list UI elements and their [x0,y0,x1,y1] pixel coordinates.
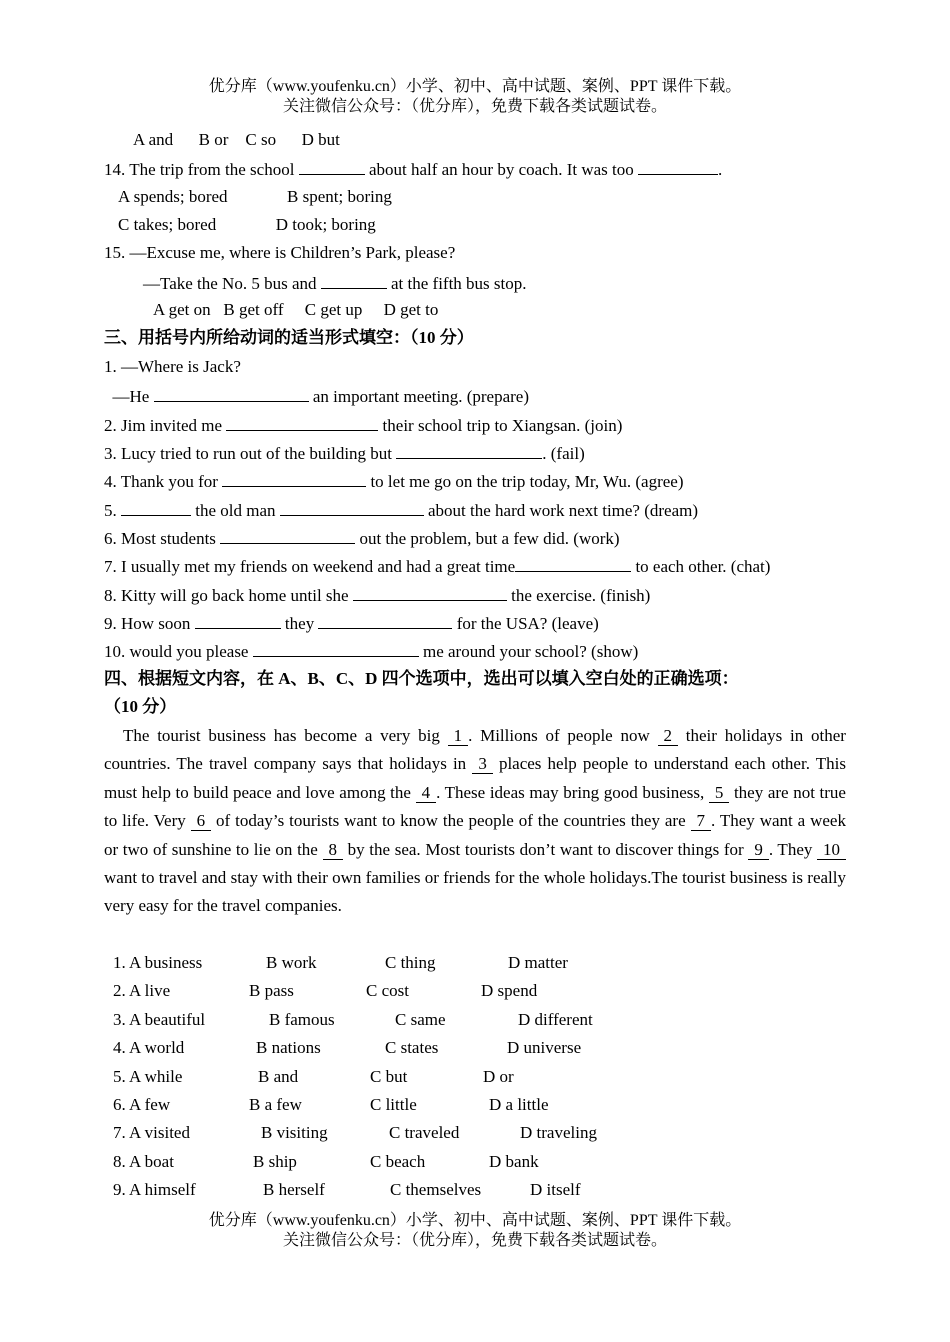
cloze-blank-number[interactable]: 2 [658,727,679,746]
answer-blank[interactable] [222,470,366,487]
cloze-blank-number[interactable]: 7 [691,812,712,831]
s3-text: for the USA? (leave) [452,614,599,633]
s3-text: the exercise. (finish) [506,586,651,605]
passage-text: they are not true to life. Very [104,782,846,831]
cloze-blank-number[interactable]: 4 [416,784,437,803]
page-footer [0,1211,950,1251]
cloze-passage [104,722,846,921]
s3-text: an important meeting. (prepare) [308,387,530,406]
q15-line2-a: —Take the No. 5 bus and [143,274,321,293]
s3-text: 5. [104,501,121,520]
cloze-option[interactable]: 2. A live [113,981,171,1001]
page-header [0,77,950,117]
s3-text: their school trip to Xiangsan. (join) [378,416,623,435]
cloze-option[interactable]: C cost [366,981,409,1001]
s3-text: —He [104,387,154,406]
cloze-blank-number[interactable]: 8 [323,841,344,860]
header-line-1: 优分库（www.youfenku.cn）小学、初中、高中试题、案例、PPT 课件下载。 [208,78,742,95]
answer-blank[interactable] [638,158,718,175]
cloze-option[interactable]: D bank [489,1151,539,1171]
cloze-option[interactable]: B pass [249,981,294,1001]
header-line-2: 关注微信公众号：（优分库），免费下载各类试题试卷。 [282,98,667,115]
passage-text: . Millions of people now [468,726,658,745]
passage-text: The tourist business has become a very big [123,726,448,745]
s3-item [104,470,684,492]
s3-text: 10. would you please [104,642,253,661]
cloze-option[interactable]: 7. A visited [113,1123,190,1143]
answer-blank[interactable] [515,555,631,572]
cloze-option[interactable]: 3. A beautiful [113,1009,206,1029]
passage-text: by the sea. Most tourists don’t want to discover things for [343,839,749,859]
s3-item [104,612,599,634]
q14-options-row2: C takes; bored D took; boring [118,215,376,234]
cloze-option[interactable]: D or [483,1066,514,1086]
answer-blank[interactable] [280,499,424,516]
section3-title: 三、用括号内所给动词的适当形式填空：（10 分） [104,328,474,347]
cloze-option[interactable]: C beach [370,1151,426,1171]
footer-line-1: 优分库（www.youfenku.cn）小学、初中、高中试题、案例、PPT 课件下载。 [208,1212,742,1229]
q14-stem-b: about half an hour by coach. It was too [364,160,639,179]
answer-blank[interactable] [195,612,281,629]
section4-title-line1: 四、根据短文内容，在 A、B、C、D 四个选项中，选出可以填入空白处的正确选项： [104,669,739,688]
cloze-blank-number[interactable]: 9 [748,841,769,860]
section4-title-line2: （10 分） [104,697,177,716]
cloze-blank-number[interactable]: 10 [817,841,846,860]
cloze-option[interactable]: D traveling [520,1123,597,1143]
q15-options: A get on B get off C get up D get to [153,300,439,319]
s3-text: they [280,614,319,633]
s3-item [104,499,698,521]
s3-item [104,385,529,407]
s3-text: about the hard work next time? (dream) [423,501,699,520]
s3-text: . (fail) [542,444,585,463]
cloze-option[interactable]: B herself [263,1180,325,1200]
cloze-option[interactable]: 8. A boat [113,1151,174,1171]
s3-item [104,414,622,436]
cloze-option[interactable]: C but [370,1066,408,1086]
cloze-option[interactable]: B nations [256,1038,321,1058]
cloze-option[interactable]: 9. A himself [113,1180,196,1200]
cloze-option[interactable]: D universe [507,1038,582,1058]
answer-blank[interactable] [154,385,309,402]
q15-line1: 15. —Excuse me, where is Children’s Park, please? [104,243,456,262]
cloze-option[interactable]: 5. A while [113,1066,183,1086]
answer-blank[interactable] [220,527,355,544]
answer-blank[interactable] [299,158,365,175]
s3-text: 2. Jim invited me [104,416,227,435]
s3-text: 3. Lucy tried to run out of the building but [104,444,397,463]
cloze-option[interactable]: B work [266,953,317,972]
cloze-option[interactable]: C little [370,1095,417,1114]
cloze-blank-number[interactable]: 1 [448,727,469,746]
answer-blank[interactable] [121,499,191,516]
q13-options: A and B or C so D but [133,130,340,149]
cloze-option[interactable]: C states [385,1038,439,1058]
cloze-option[interactable]: D spend [481,981,538,1001]
cloze-option[interactable]: B a few [249,1095,302,1114]
cloze-option[interactable]: D matter [508,953,568,972]
s3-text: out the problem, but a few did. (work) [355,529,620,548]
s3-text: 6. Most students [104,529,221,548]
s3-text: me around your school? (show) [418,642,639,661]
passage-text: their holidays in other countries. The travel company says that holidays in [104,726,846,774]
cloze-option[interactable]: D itself [530,1180,581,1200]
answer-blank[interactable] [318,612,452,629]
q14-stem-a: 14. The trip from the school [104,160,299,179]
passage-text: places help people to understand each other. This must help to build peace and love among the [104,754,846,802]
passage-text: want to travel and stay with their own families or friends for the whole holidays.The tourist business is really very easy for the travel companies. [104,868,846,916]
q14-stem [104,158,722,180]
cloze-option[interactable]: 4. A world [113,1038,185,1058]
cloze-option[interactable]: B ship [253,1151,297,1171]
passage-text: . They want a week or two of sunshine to lie on the [104,811,846,859]
s3-text: the old man [191,501,280,520]
answer-blank[interactable] [253,640,419,657]
s3-item [104,584,650,606]
s3-text: 7. I usually met my friends on weekend and had a great time [104,557,516,576]
cloze-option[interactable]: B and [258,1066,299,1086]
cloze-option[interactable]: 1. A business [113,953,203,972]
s3-text: 9. How soon [104,614,195,633]
answer-blank[interactable] [353,584,507,601]
s3-item [104,442,585,464]
s3-item [104,640,638,662]
answer-blank[interactable] [226,414,378,431]
cloze-option[interactable]: C thing [385,953,436,972]
cloze-option[interactable]: D a little [489,1095,549,1114]
footer-line-2: 关注微信公众号：（优分库），免费下载各类试题试卷。 [282,1232,667,1249]
cloze-option[interactable]: C traveled [389,1123,460,1143]
q14-stem-c: . [718,160,723,179]
cloze-blank-number[interactable]: 3 [472,755,493,774]
q14-options-row1: A spends; bored B spent; boring [118,187,392,206]
s3-text: 8. Kitty will go back home until she [104,586,353,605]
s3-item [104,527,620,549]
answer-blank[interactable] [396,442,542,459]
s3-text: 4. Thank you for [104,472,223,491]
s3-text: 1. —Where is Jack? [104,357,241,376]
passage-text: . These ideas may bring good business, [436,782,709,802]
cloze-option[interactable]: B famous [269,1009,335,1029]
s3-item [104,357,241,377]
cloze-blank-number[interactable]: 6 [191,812,212,831]
passage-text: of today’s tourists want to know the people of the countries they are [211,811,691,831]
cloze-blank-number[interactable]: 5 [709,784,730,803]
passage-text: . They [768,839,818,859]
s3-item [104,555,770,577]
s3-text: to let me go on the trip today, Mr, Wu. (agree) [366,472,684,491]
cloze-option[interactable]: C same [395,1009,446,1029]
s3-text: to each other. (chat) [631,557,771,576]
cloze-option[interactable]: 6. A few [113,1095,171,1114]
q15-line2-b: at the fifth bus stop. [386,274,527,293]
cloze-option[interactable]: D different [518,1009,593,1029]
cloze-option[interactable]: C themselves [390,1180,482,1200]
cloze-option[interactable]: B visiting [261,1123,328,1143]
answer-blank[interactable] [321,272,387,289]
q15-line2 [143,272,527,294]
